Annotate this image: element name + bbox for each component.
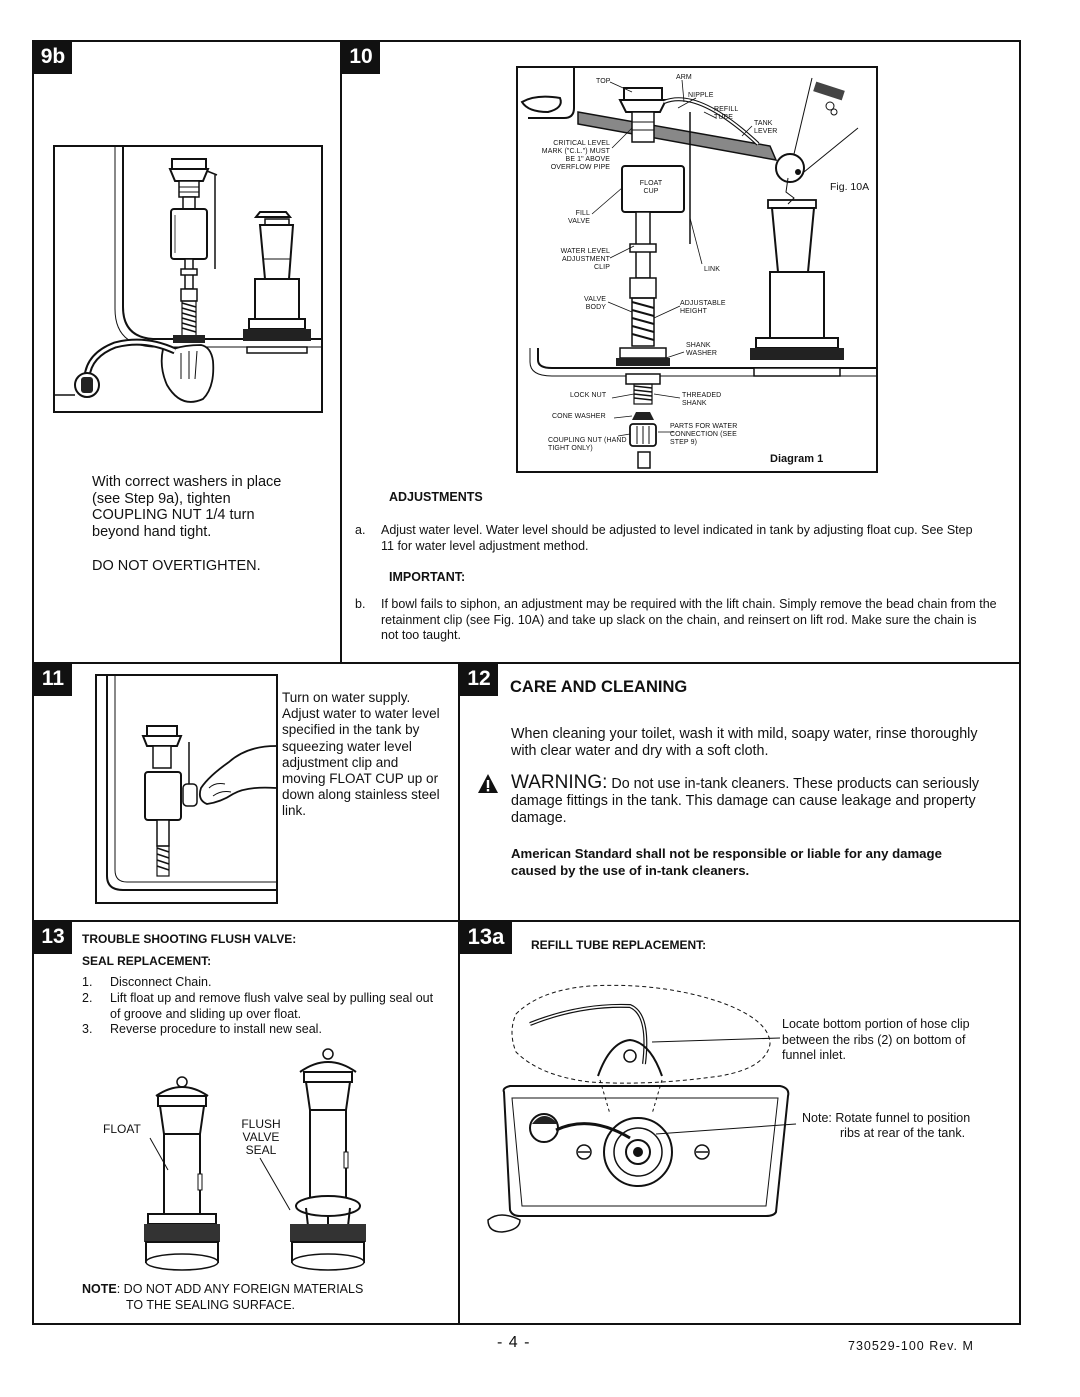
note-text: : DO NOT ADD ANY FOREIGN MATERIALS xyxy=(116,1282,364,1296)
label-lock-nut: LOCK NUT xyxy=(570,392,607,399)
label-coupling-nut: COUPLING NUT (HAND TIGHT ONLY) xyxy=(548,437,627,452)
step-11-badge: 11 xyxy=(34,664,72,696)
step-13-title: TROUBLE SHOOTING FLUSH VALVE: xyxy=(82,932,297,946)
step-13-note xyxy=(82,1282,363,1298)
label-link: LINK xyxy=(704,266,720,273)
refill-callout-1: Locate bottom portion of hose clip between the ribs (2) on bottom of funnel inlet. xyxy=(782,1017,970,1062)
label-valve-body: VALVE BODY xyxy=(583,296,606,311)
step-13-step-1-text: Disconnect Chain. xyxy=(110,975,212,989)
divider-9b-10 xyxy=(340,40,342,664)
float-label: FLOAT xyxy=(103,1122,141,1136)
step-9b-badge: 9b xyxy=(34,42,72,74)
note-label: NOTE xyxy=(82,1282,117,1296)
step-13-step-3-num: 3. xyxy=(82,1022,93,1036)
important-heading: IMPORTANT: xyxy=(389,570,466,584)
float-cup-adjust-illustration xyxy=(97,676,276,902)
diagram-1-title: Diagram 1 xyxy=(770,453,824,465)
divider-row1 xyxy=(32,662,1021,664)
step-11-illustration xyxy=(95,674,278,904)
label-water-level-clip: WATER LEVEL ADJUSTMENT CLIP xyxy=(560,248,610,271)
fill-valve-install-illustration xyxy=(55,147,323,413)
step-12-badge: 12 xyxy=(460,664,498,696)
divider-row2 xyxy=(32,920,1021,922)
flush-valve-seal-label: FLUSH VALVE SEAL xyxy=(241,1117,281,1157)
adjustments-heading: ADJUSTMENTS xyxy=(389,490,483,504)
diagram-1-frame xyxy=(516,66,878,473)
adjustment-a-marker: a. xyxy=(355,523,366,537)
step-13-note-line2: TO THE SEALING SURFACE. xyxy=(126,1298,296,1312)
adjustment-a-text: Adjust water level. Water level should be adjusted to level indicated in tank by adjusting float cup. See Step 11 for water level adjustment method. xyxy=(381,523,973,553)
step-13a-title: REFILL TUBE REPLACEMENT: xyxy=(531,938,707,952)
step-13-step-2-text: Lift float up and remove flush valve seal by pulling seal out of groove and sliding up over float. xyxy=(110,991,434,1021)
step-9b-warning: DO NOT OVERTIGHTEN. xyxy=(92,558,261,574)
doc-number: 730529-100 Rev. M xyxy=(848,1339,974,1353)
label-cone-washer: CONE WASHER xyxy=(552,413,606,420)
step-10-badge: 10 xyxy=(342,42,380,74)
label-nipple: NIPPLE xyxy=(688,92,714,99)
step-9b-instructions: With correct washers in place (see Step 9a), tighten COUPLING NUT 1/4 turn beyond hand tight. xyxy=(92,474,282,540)
step-13-step-3-text: Reverse procedure to install new seal. xyxy=(110,1022,322,1036)
flush-valve-illustration xyxy=(120,1048,390,1278)
label-shank-washer: SHANK WASHER xyxy=(686,342,718,357)
step-13-step-1-num: 1. xyxy=(82,975,93,989)
label-threaded-shank: THREADED SHANK xyxy=(682,392,722,407)
care-cleaning-paragraph: When cleaning your toilet, wash it with mild, soapy water, rinse thoroughly with clear water and dry with a soft cloth. xyxy=(511,726,978,759)
page-number: - 4 - xyxy=(497,1334,531,1351)
label-adjustable-height: ADJUSTABLE HEIGHT xyxy=(680,300,726,315)
adjustment-b-marker: b. xyxy=(355,597,366,611)
label-fill-valve: FILL VALVE xyxy=(567,210,590,225)
step-9b-illustration xyxy=(53,145,323,413)
label-critical-level: CRITICAL LEVEL MARK ("C.L.") MUST BE 1" ABOVE OVERFLOW PIPE xyxy=(541,140,610,171)
warning-icon xyxy=(477,773,499,795)
divider-11-12 xyxy=(458,662,460,1325)
step-13a-badge: 13a xyxy=(460,922,512,954)
refill-tube-illustration xyxy=(480,984,800,1234)
label-arm: ARM xyxy=(676,74,692,81)
label-refill-tube: REFILL TUBE xyxy=(714,106,739,121)
warning-text: Do not use in-tank cleaners. These products can seriously damage fittings in the tank. This damage can cause leakage and property damage. xyxy=(511,776,980,826)
refill-callout-2-line2: ribs at rear of the tank. xyxy=(840,1126,966,1140)
label-tank-lever: TANK LEVER xyxy=(754,120,778,135)
fig-10a-label: Fig. 10A xyxy=(830,181,870,193)
label-float-cup: FLOAT CUP xyxy=(639,180,663,195)
step-11-text: Turn on water supply. Adjust water to water level specified in the tank by squeezing water level adjustment clip and moving FLOAT CUP up or down along stainless steel link. xyxy=(282,690,440,819)
warning-block xyxy=(511,774,991,827)
label-top: TOP xyxy=(596,78,611,85)
step-13-subtitle: SEAL REPLACEMENT: xyxy=(82,954,212,968)
adjustment-b-text: If bowl fails to siphon, an adjustment may be required with the lift chain. Simply remove the bead chain from the retainment clip (see Fig. 10A) and take up slack on the chain, and reinsert on lift rod. Make sure the chain is not too taught. xyxy=(381,597,997,642)
liability-statement: American Standard shall not be responsible or liable for any damage caused by the use of in-tank cleaners. xyxy=(511,846,942,878)
label-parts-for-water: PARTS FOR WATER CONNECTION (SEE STEP 9) xyxy=(670,423,738,446)
warning-word: WARNING: xyxy=(511,772,608,793)
step-13-step-2-num: 2. xyxy=(82,991,93,1005)
refill-callout-2-line1: Note: Rotate funnel to position xyxy=(802,1111,971,1125)
care-cleaning-title: CARE AND CLEANING xyxy=(510,678,688,696)
step-13-badge: 13 xyxy=(34,922,72,954)
